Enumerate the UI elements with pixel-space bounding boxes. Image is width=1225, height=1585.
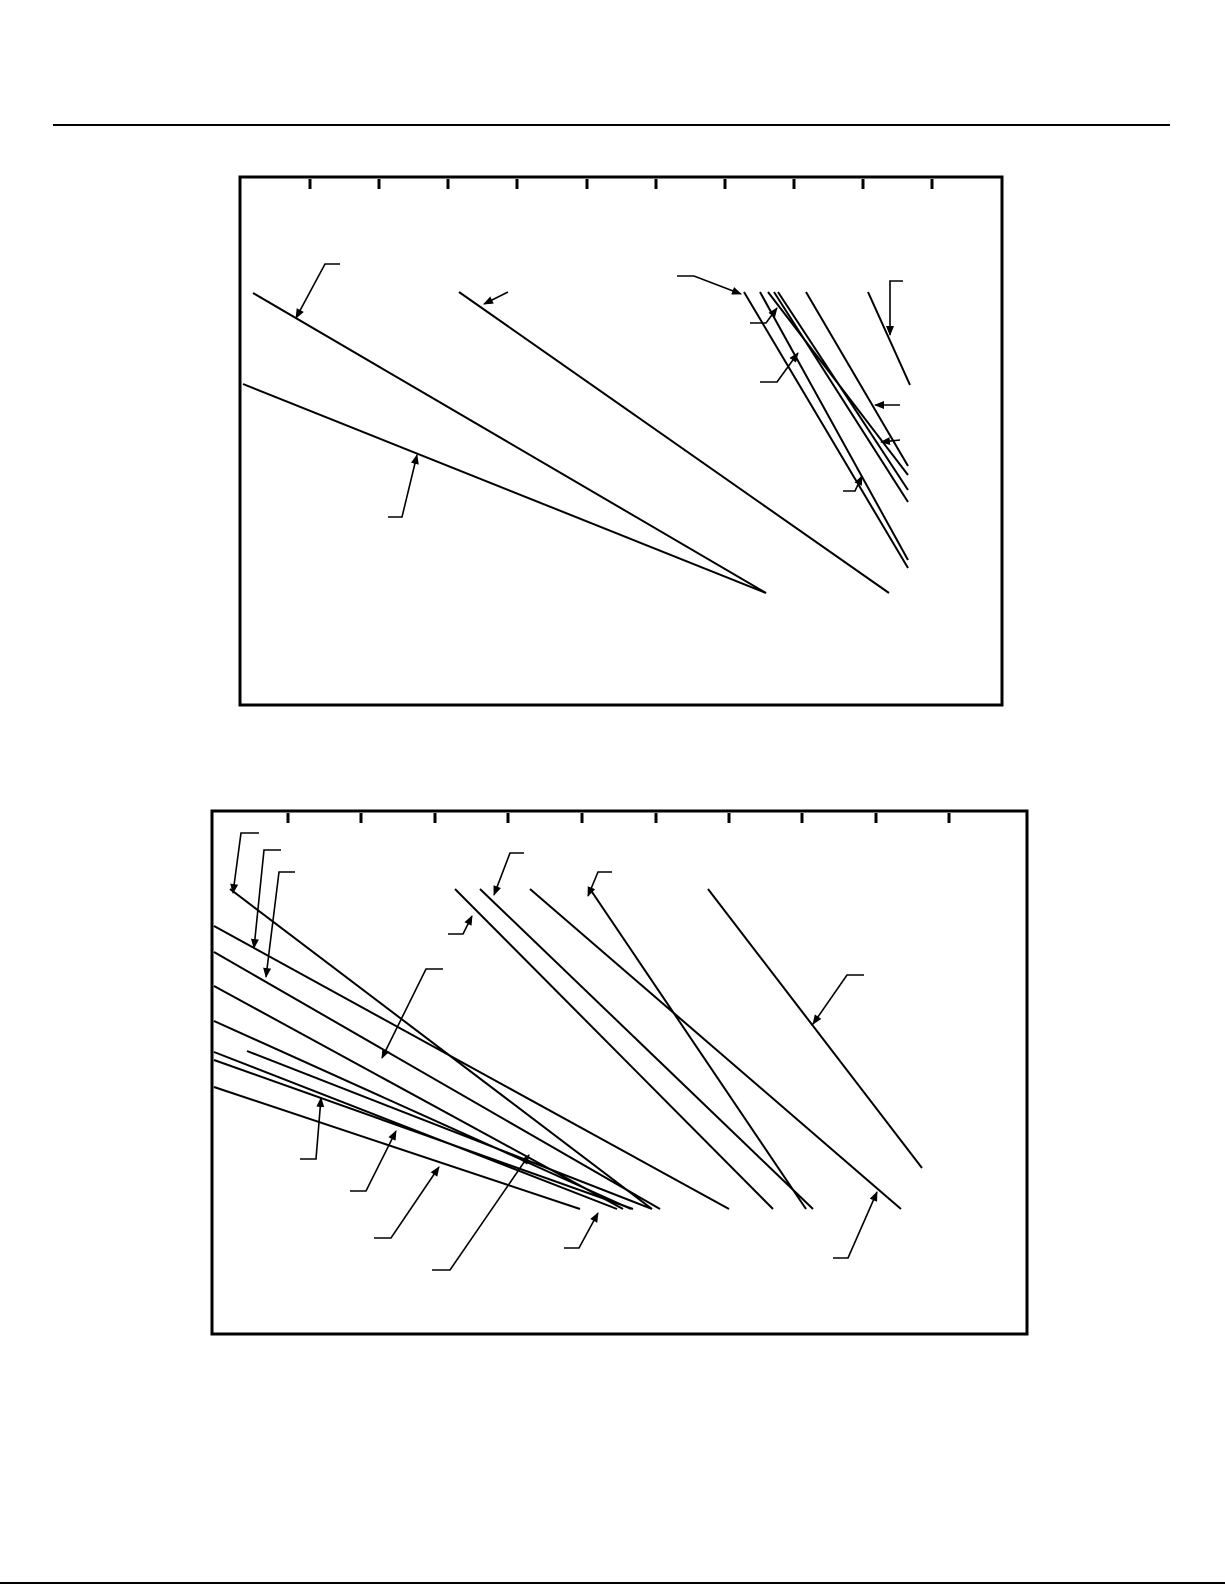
figure-1-line-10 xyxy=(868,292,910,385)
figure-1-line-2 xyxy=(243,384,766,593)
figure-1-callout-arrow-8 xyxy=(881,440,900,442)
figure-1-callout-arrow-5 xyxy=(760,353,798,382)
figure-2-callout-arrow-14 xyxy=(833,1192,877,1258)
figure-2-callout-arrow-1 xyxy=(233,833,259,893)
figure-2-line-7 xyxy=(214,1087,580,1209)
figure-1-line-1 xyxy=(253,293,766,593)
figure-2-callout-arrow-12 xyxy=(432,1155,529,1270)
figure-2-line-9 xyxy=(455,889,773,1209)
figure-2-line-6 xyxy=(214,1052,617,1209)
figure-2-line-11 xyxy=(530,889,901,1209)
figure-2-callout-arrow-5 xyxy=(494,853,524,895)
figure-2-line-12 xyxy=(590,889,806,1209)
figure-1-line-7 xyxy=(774,292,908,502)
figure-2-callout-arrow-4 xyxy=(448,916,472,934)
figure-2-callout-arrow-13 xyxy=(564,1213,598,1248)
figure-1-line-9 xyxy=(806,292,908,466)
figure-2-frame xyxy=(212,811,1027,1334)
figure-1-line-4 xyxy=(744,292,908,568)
figure-1-line-3 xyxy=(459,292,889,593)
figure-2-line-4 xyxy=(214,986,623,1209)
figure-1-diagram xyxy=(240,177,1002,705)
figure-2-callout-arrow-2 xyxy=(254,850,281,948)
figure-1-lines xyxy=(243,292,910,593)
figure-2-lines xyxy=(214,889,922,1209)
figure-1-callout-arrow-6 xyxy=(890,281,903,335)
figure-2-callout-arrow-3 xyxy=(266,872,295,977)
figure-1-callout-arrow-3 xyxy=(677,276,741,294)
figure-2-line-1 xyxy=(230,889,652,1209)
figure-2-callouts xyxy=(233,833,877,1270)
figure-2-line-5 xyxy=(214,1021,631,1209)
figure-2-diagram xyxy=(212,811,1027,1334)
figure-1-callout-arrow-2 xyxy=(484,292,508,304)
figure-2-tick-marks xyxy=(288,813,949,823)
figure-2-line-14 xyxy=(214,1060,633,1209)
figure-2-line-8 xyxy=(247,1051,652,1209)
figure-2-callout-arrow-11 xyxy=(374,1167,439,1238)
figure-1-callout-arrow-10 xyxy=(388,455,417,517)
figure-2-callout-arrow-9 xyxy=(300,1098,321,1159)
figure-1-tick-marks xyxy=(310,179,932,189)
figure-2-line-13 xyxy=(708,889,922,1168)
figure-1-callout-arrow-9 xyxy=(843,476,862,491)
figure-1-callout-arrow-1 xyxy=(296,264,340,318)
figure-2-callout-arrow-8 xyxy=(813,975,864,1024)
